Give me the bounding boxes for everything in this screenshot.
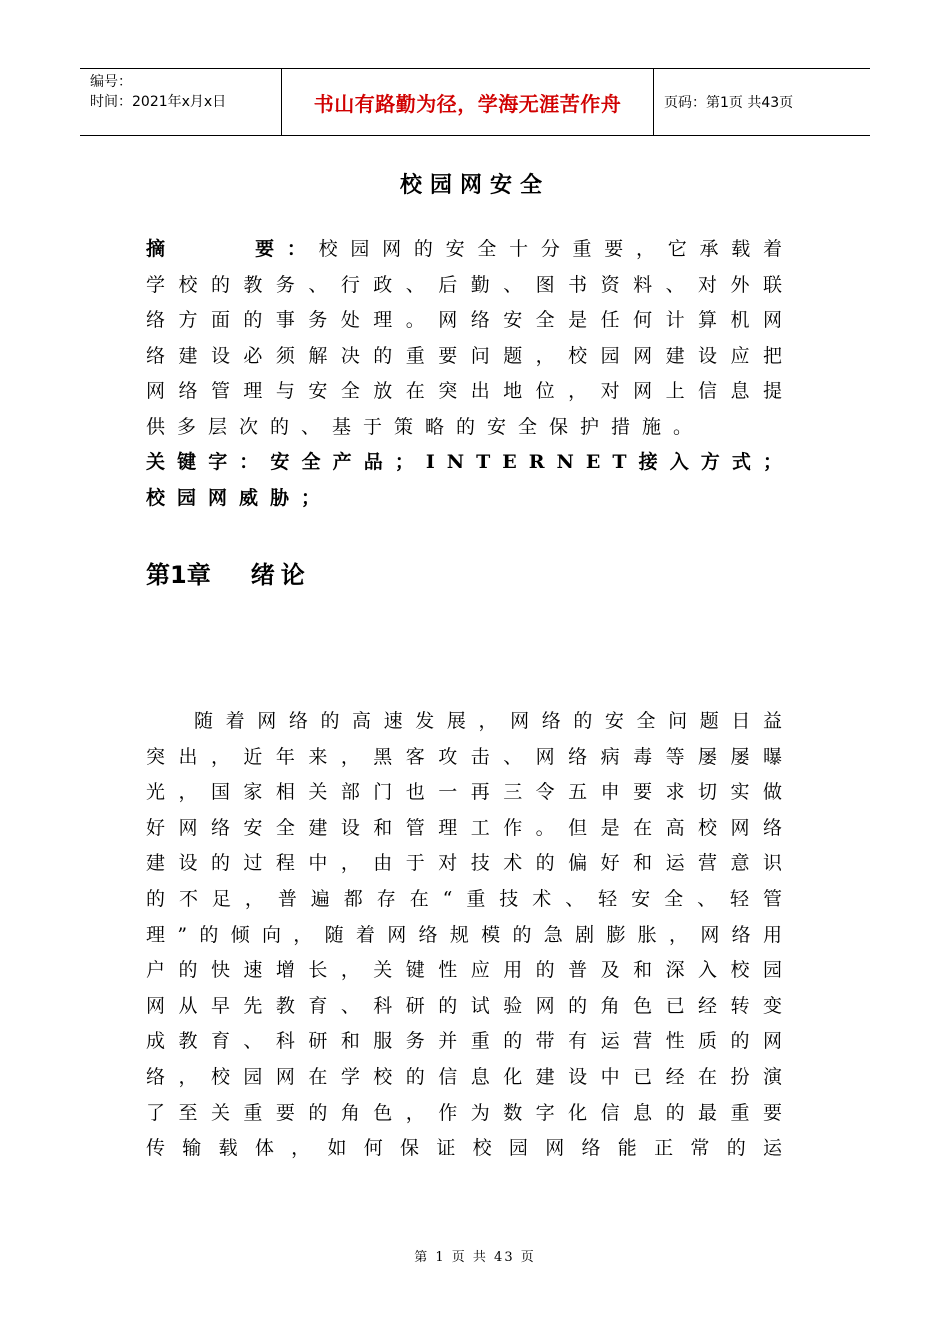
chapter-heading xyxy=(146,555,311,590)
header-meta-cell xyxy=(80,69,282,135)
body-paragraph: 随着网络的高速发展，网络的安全问题日益突出，近年来，黑客攻击、网络病毒等屡屡曝光，国家相关部门也一再三令五申要求切实做好网络安全建设和管理工作。但是在高校网络建设的过程中，由于对技术的偏好和运营意识的不足，普遍都存在“重技术、轻安全、轻管理”的倾向，随着网络规模的急剧膨胀，网络用户的快速增长，关键性应用的普及和深入校园网从早先教育、科研的试验网的角色已经转变成教育、科研和服务并重的带有运营性质的网络，校园网在学校的信息化建设中已经在扮演了至关重要的角色，作为数字化信息的最重要传输载体，如何保证校园网络能正常的运 xyxy=(146,710,794,1160)
keywords-paragraph xyxy=(146,445,794,516)
abstract-text: 校园网的安全十分重要，它承载着学校的教务、行政、后勤、图书资料、对外联络方面的事务处理。网络安全是任何计算机网络建设必须解决的重要问题，校园网建设应把网络管理与安全放在突出地位，对网上信息提供多层次的、基于策略的安全保护措施。 xyxy=(146,238,794,438)
abstract-paragraph xyxy=(146,232,794,446)
header-motto: 书山有路勤为径，学海无涯苦作舟 xyxy=(282,69,654,135)
abstract-section xyxy=(146,232,794,446)
document-number-label: 编号： xyxy=(90,74,132,90)
keywords-text: 安全产品；INTERNET接入方式；校园网威胁； xyxy=(146,451,794,509)
body-section xyxy=(146,704,794,1167)
keywords-section xyxy=(146,445,794,516)
abstract-label: 摘 要： xyxy=(146,238,319,260)
document-date: 时间：2021年x月x日 xyxy=(90,94,227,110)
header-page-info: 页码：第1页 共43页 xyxy=(664,95,794,111)
chapter-name: 绪论 xyxy=(250,561,311,589)
keywords-label: 关键字： xyxy=(146,451,271,473)
page-footer: 第 1 页 共 43 页 xyxy=(414,1250,536,1265)
document-title: 校园网安全 xyxy=(399,173,550,198)
chapter-number: 第1章 xyxy=(146,561,211,589)
document-header xyxy=(80,68,870,136)
